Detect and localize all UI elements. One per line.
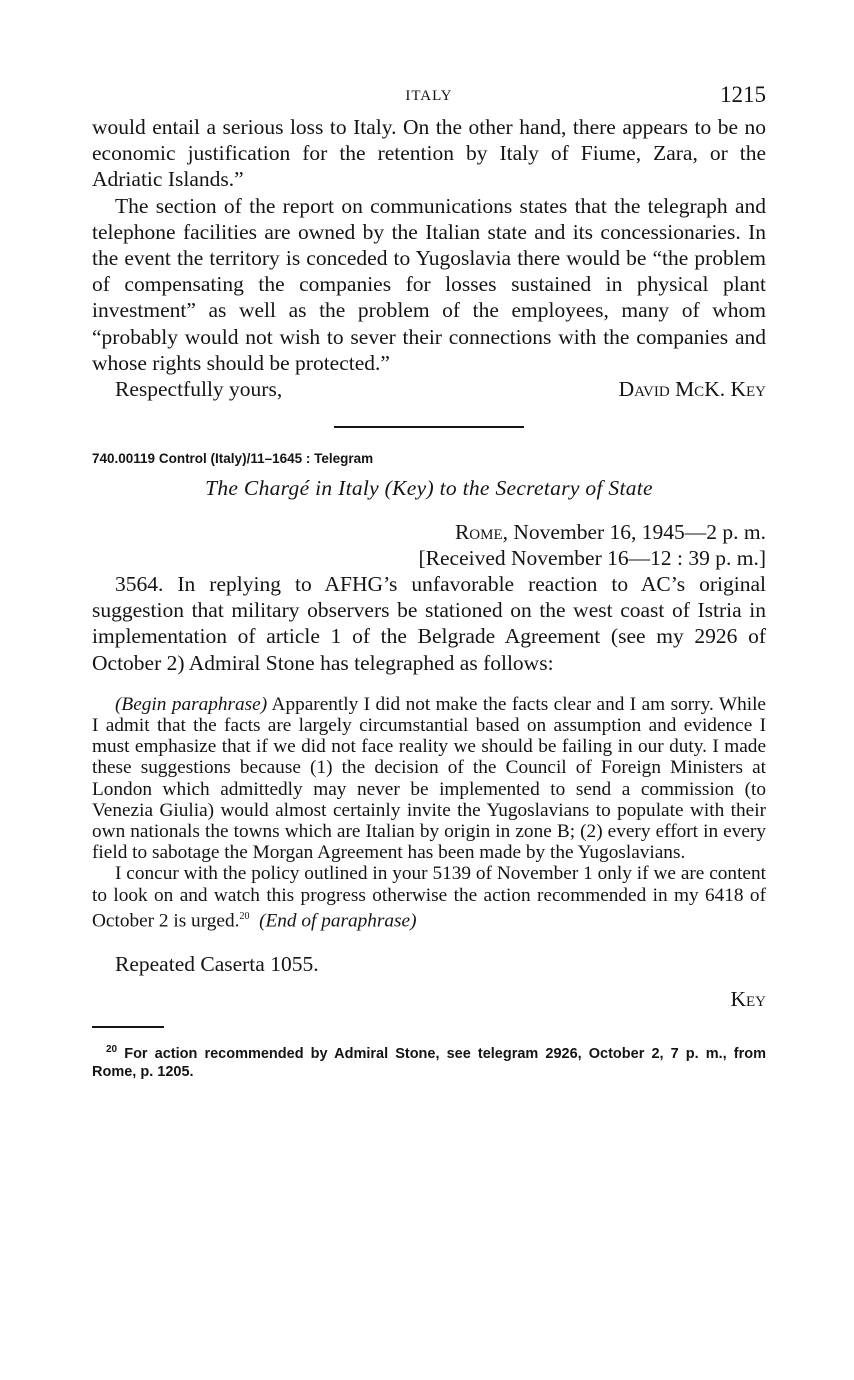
- dateline: [92, 519, 766, 571]
- signer-name: David McK. Key: [618, 377, 766, 402]
- file-reference: 740.00119 Control (Italy)/11–1645 : Telegram: [92, 451, 374, 467]
- page-number: 1215: [720, 82, 766, 107]
- received-line: [Received November 16—12 : 39 p. m.]: [418, 546, 766, 571]
- running-title: ITALY: [405, 88, 453, 104]
- signoff: Key: [730, 986, 766, 1011]
- continuation-paragraph: would entail a serious loss to Italy. On the other hand, there appears to be no economic justification for the retention by Italy of Fiume, Zara, or the Adriatic Islands.”: [92, 115, 766, 192]
- paraphrase-block: [92, 694, 766, 932]
- footnote-reference: 20: [239, 910, 250, 922]
- dateline-place: Rome: [454, 520, 503, 545]
- paraphrase-text-1: Apparently I did not make the facts clear and I am sorry. While I admit that the facts are largely circumstantial based on assumption and evidence I must emphasize that if we did not face reality we should be failing in our duty. I made these suggestions because (1) the decision of the Council of Foreign Ministers at London which admittedly may never be implemented to send a commission (to Venezia Giulia) would almost certainly invite the Yugoslavians to populate with their own nationals the towns which are Italian by origin in zone B; (2) every effort in every field to sabotage the Morgan Agreement has been made by the Yugoslavians.: [92, 693, 766, 864]
- section-divider: [334, 426, 524, 428]
- paraphrase-paragraph-2: [92, 863, 766, 931]
- signature-line: [92, 376, 766, 402]
- dateline-date: , November 16, 1945—2 p. m.: [502, 520, 766, 545]
- end-paraphrase: (End of paraphrase): [259, 910, 417, 932]
- page: [92, 82, 766, 1082]
- running-header: [92, 82, 766, 114]
- telegram-body: 3564. In replying to AFHG’s unfavorable reaction to AC’s original suggestion that military observers be stationed on the west coast of Istria in implementation of article 1 of the Belgrade Agreement (see my 2926 of October 2) Admiral Stone has telegraphed as follows:: [92, 572, 766, 675]
- begin-paraphrase: (Begin paraphrase): [115, 693, 268, 715]
- footnote-text: For action recommended by Admiral Stone, see telegram 2926, October 2, 7 p. m., from Rome, p. 1205.: [92, 1045, 766, 1081]
- paraphrase-text-2: I concur with the policy outlined in your 5139 of November 1 only if we are content to look on and watch this progress otherwise the action recommended in my 6418 of October 2 is urged.: [92, 863, 766, 932]
- paraphrase-paragraph-1: [92, 694, 766, 864]
- footnote-mark: 20: [106, 1043, 118, 1055]
- footnote: [92, 1040, 766, 1083]
- document-heading: The Chargé in Italy (Key) to the Secretary of State: [205, 476, 653, 501]
- communications-paragraph: The section of the report on communications states that the telegraph and telephone facilities are owned by the Italian state and its concessionaries. In the event the territory is conceded to Yugoslavia there would be “the problem of compensating the companies for losses sustained in physical plant investment” as well as the problem of the employees, many of whom “probably would not wish to sever their connections with the companies and whose rights should be protected.”: [92, 193, 766, 375]
- footnote-rule: [92, 1026, 164, 1028]
- repeated-line: Repeated Caserta 1055.: [115, 951, 319, 976]
- complimentary-close: Respectfully yours,: [115, 377, 283, 402]
